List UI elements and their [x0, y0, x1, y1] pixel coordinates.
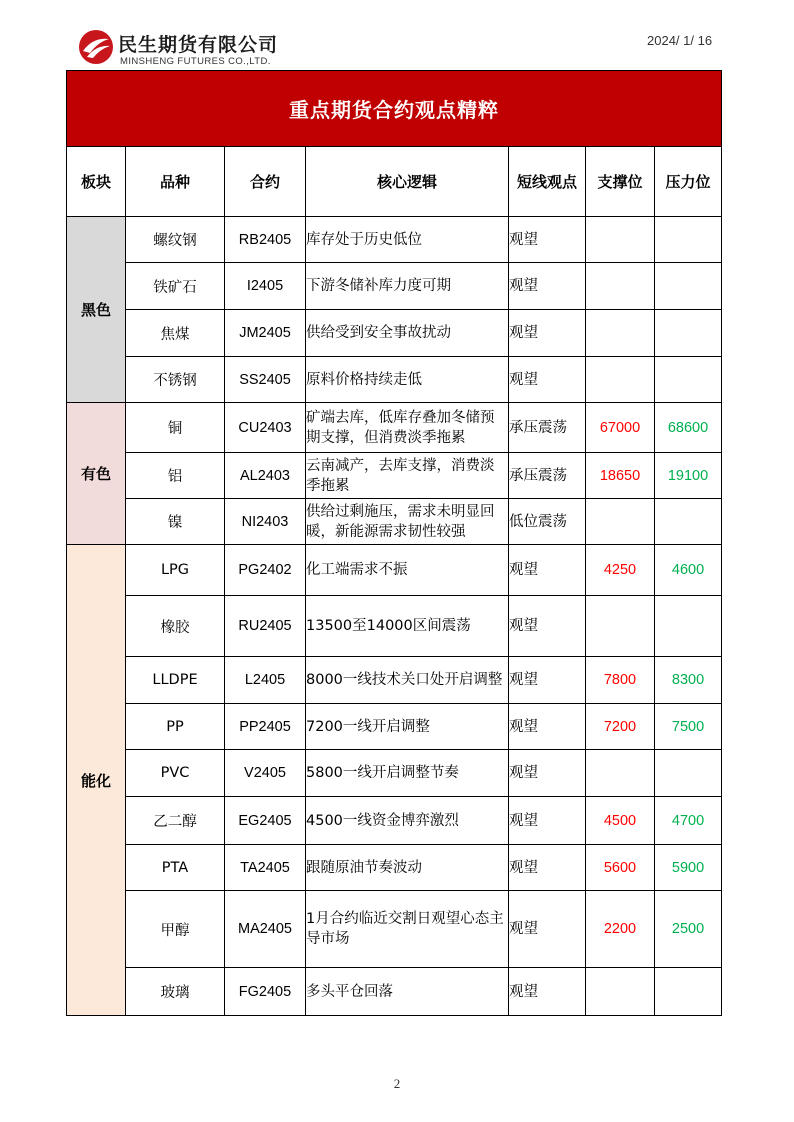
table-row — [67, 263, 722, 310]
table-title: 重点期货合约观点精粹 — [67, 71, 722, 147]
table-row — [67, 891, 722, 968]
contract-cell: V2405 — [225, 750, 306, 797]
view-cell: 观望 — [509, 750, 586, 797]
resistance-cell — [655, 596, 722, 657]
resistance-cell — [655, 217, 722, 263]
contract-cell: TA2405 — [225, 845, 306, 891]
table-row — [67, 499, 722, 545]
view-cell: 观望 — [509, 797, 586, 845]
view-cell: 观望 — [509, 217, 586, 263]
support-cell — [586, 217, 655, 263]
support-cell — [586, 596, 655, 657]
support-cell: 7800 — [586, 657, 655, 704]
resistance-cell: 4600 — [655, 545, 722, 596]
view-cell: 观望 — [509, 891, 586, 968]
contract-cell: SS2405 — [225, 357, 306, 403]
logic-cell: 供给过剩施压，需求未明显回暖，新能源需求韧性较强 — [306, 499, 509, 545]
logic-cell: 原料价格持续走低 — [306, 357, 509, 403]
column-header-logic: 核心逻辑 — [306, 147, 509, 217]
variety-cell: 橡胶 — [126, 596, 225, 657]
column-header-sector: 板块 — [67, 147, 126, 217]
contract-cell: PG2402 — [225, 545, 306, 596]
contract-cell: CU2403 — [225, 403, 306, 453]
support-cell — [586, 357, 655, 403]
view-cell: 观望 — [509, 357, 586, 403]
contract-cell: L2405 — [225, 657, 306, 704]
company-logo — [78, 26, 318, 72]
contract-cell: RB2405 — [225, 217, 306, 263]
table-row — [67, 545, 722, 596]
column-header-support: 支撑位 — [586, 147, 655, 217]
contract-cell: EG2405 — [225, 797, 306, 845]
table-row — [67, 750, 722, 797]
logic-cell: 4500一线资金博弈激烈 — [306, 797, 509, 845]
variety-cell: 焦煤 — [126, 310, 225, 357]
logic-cell: 5800一线开启调整节奏 — [306, 750, 509, 797]
resistance-cell: 5900 — [655, 845, 722, 891]
support-cell — [586, 499, 655, 545]
view-cell: 观望 — [509, 845, 586, 891]
column-header-contract: 合约 — [225, 147, 306, 217]
table-row — [67, 797, 722, 845]
table-row — [67, 217, 722, 263]
view-cell: 观望 — [509, 263, 586, 310]
variety-cell: PTA — [126, 845, 225, 891]
support-cell: 18650 — [586, 453, 655, 499]
variety-cell: PP — [126, 704, 225, 750]
sector-cell: 能化 — [67, 545, 126, 1016]
contract-cell: JM2405 — [225, 310, 306, 357]
resistance-cell — [655, 968, 722, 1016]
company-name-cn: 民生期货有限公司 — [118, 34, 279, 56]
support-cell: 4250 — [586, 545, 655, 596]
table-row — [67, 704, 722, 750]
variety-cell: 螺纹钢 — [126, 217, 225, 263]
view-cell: 观望 — [509, 596, 586, 657]
table-row — [67, 310, 722, 357]
support-cell — [586, 310, 655, 357]
table-row — [67, 596, 722, 657]
minsheng-logo-icon — [78, 29, 114, 65]
logic-cell: 矿端去库，低库存叠加冬储预期支撑，但消费淡季拖累 — [306, 403, 509, 453]
resistance-cell — [655, 263, 722, 310]
resistance-cell — [655, 357, 722, 403]
contract-cell: AL2403 — [225, 453, 306, 499]
column-header-variety: 品种 — [126, 147, 225, 217]
resistance-cell — [655, 499, 722, 545]
view-cell: 承压震荡 — [509, 403, 586, 453]
variety-cell: LPG — [126, 545, 225, 596]
logic-cell: 化工端需求不振 — [306, 545, 509, 596]
table-row — [67, 403, 722, 453]
view-cell: 观望 — [509, 310, 586, 357]
company-name-en: MINSHENG FUTURES CO.,LTD. — [120, 56, 271, 67]
resistance-cell: 68600 — [655, 403, 722, 453]
support-cell: 2200 — [586, 891, 655, 968]
support-cell: 5600 — [586, 845, 655, 891]
variety-cell: 铁矿石 — [126, 263, 225, 310]
view-cell: 承压震荡 — [509, 453, 586, 499]
contract-cell: MA2405 — [225, 891, 306, 968]
resistance-cell: 8300 — [655, 657, 722, 704]
table-row — [67, 968, 722, 1016]
resistance-cell: 4700 — [655, 797, 722, 845]
logic-cell: 13500至14000区间震荡 — [306, 596, 509, 657]
contract-cell: FG2405 — [225, 968, 306, 1016]
view-cell: 低位震荡 — [509, 499, 586, 545]
variety-cell: 玻璃 — [126, 968, 225, 1016]
variety-cell: 不锈钢 — [126, 357, 225, 403]
logic-cell: 供给受到安全事故扰动 — [306, 310, 509, 357]
report-date: 2024/ 1/ 16 — [647, 33, 713, 48]
contract-cell: PP2405 — [225, 704, 306, 750]
page-number: 2 — [393, 1076, 401, 1091]
variety-cell: 乙二醇 — [126, 797, 225, 845]
table-body — [67, 217, 722, 1016]
resistance-cell — [655, 750, 722, 797]
resistance-cell: 19100 — [655, 453, 722, 499]
resistance-cell — [655, 310, 722, 357]
variety-cell: 铝 — [126, 453, 225, 499]
sector-cell: 有色 — [67, 403, 126, 545]
column-header-resistance: 压力位 — [655, 147, 722, 217]
table-row — [67, 357, 722, 403]
futures-views-table — [66, 70, 722, 1016]
logic-cell: 多头平仓回落 — [306, 968, 509, 1016]
support-cell — [586, 750, 655, 797]
table-header-row — [67, 147, 722, 217]
table-row — [67, 453, 722, 499]
contract-cell: RU2405 — [225, 596, 306, 657]
variety-cell: LLDPE — [126, 657, 225, 704]
variety-cell: 镍 — [126, 499, 225, 545]
logic-cell: 7200一线开启调整 — [306, 704, 509, 750]
support-cell: 4500 — [586, 797, 655, 845]
logic-cell: 下游冬储补库力度可期 — [306, 263, 509, 310]
support-cell — [586, 968, 655, 1016]
resistance-cell: 2500 — [655, 891, 722, 968]
table-row — [67, 657, 722, 704]
support-cell: 7200 — [586, 704, 655, 750]
variety-cell: 铜 — [126, 403, 225, 453]
resistance-cell: 7500 — [655, 704, 722, 750]
table-row — [67, 845, 722, 891]
logic-cell: 云南减产，去库支撑，消费淡季拖累 — [306, 453, 509, 499]
support-cell — [586, 263, 655, 310]
support-cell: 67000 — [586, 403, 655, 453]
view-cell: 观望 — [509, 657, 586, 704]
view-cell: 观望 — [509, 968, 586, 1016]
view-cell: 观望 — [509, 704, 586, 750]
sector-cell: 黑色 — [67, 217, 126, 403]
variety-cell: 甲醇 — [126, 891, 225, 968]
logic-cell: 1月合约临近交割日观望心态主导市场 — [306, 891, 509, 968]
logic-cell: 跟随原油节奏波动 — [306, 845, 509, 891]
logic-cell: 8000一线技术关口处开启调整 — [306, 657, 509, 704]
column-header-view: 短线观点 — [509, 147, 586, 217]
logic-cell: 库存处于历史低位 — [306, 217, 509, 263]
variety-cell: PVC — [126, 750, 225, 797]
contract-cell: I2405 — [225, 263, 306, 310]
contract-cell: NI2403 — [225, 499, 306, 545]
view-cell: 观望 — [509, 545, 586, 596]
